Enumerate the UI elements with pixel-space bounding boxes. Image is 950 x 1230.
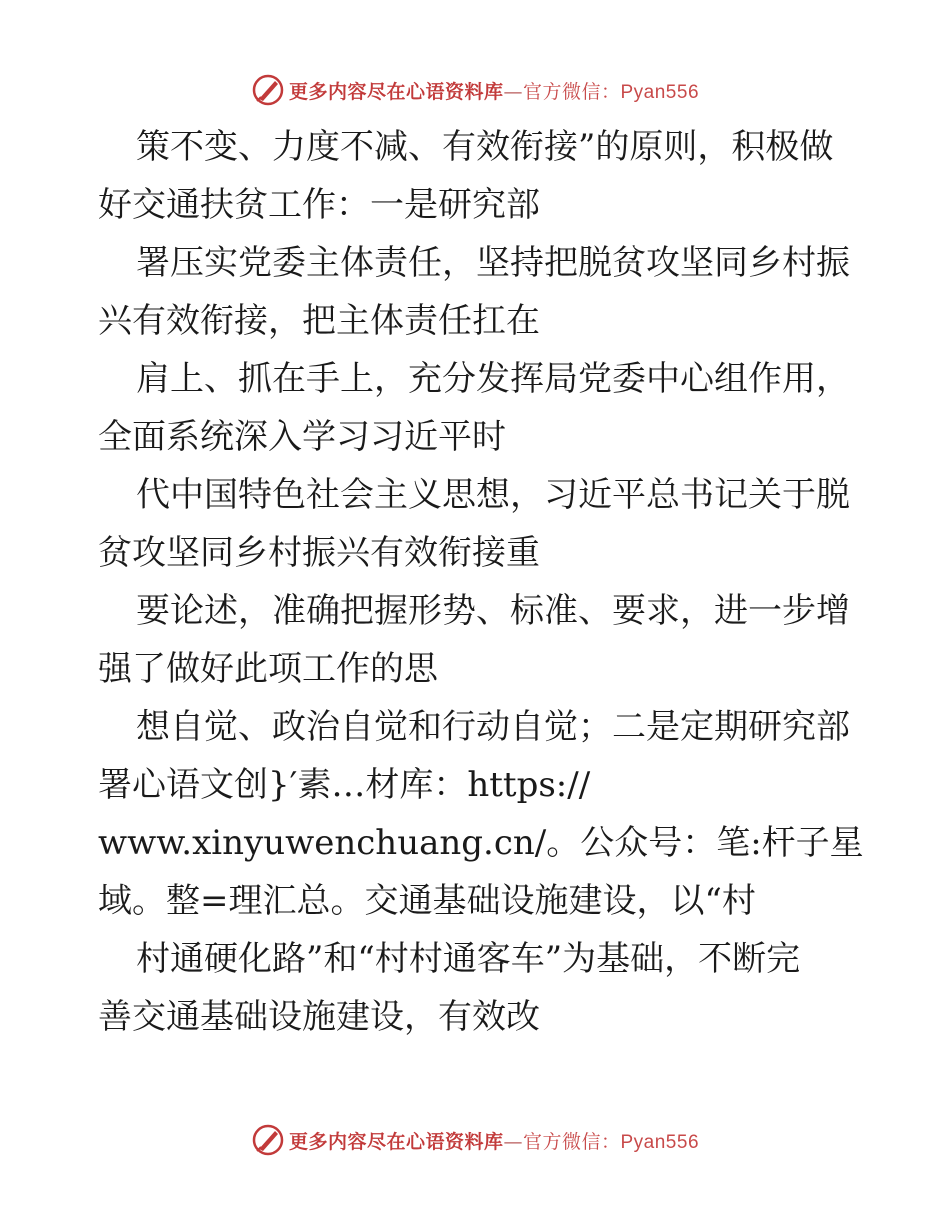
banner-separator: — [503,1130,523,1153]
text-line: 代中国特色社会主义思想，习近平总书记关于脱 [136,475,850,515]
banner-separator: — [503,80,523,103]
text-line: 域。整=理汇总。交通基础设施建设，以“村 [98,881,756,921]
text-line: 全面系统深入学习习近平时 [98,417,506,457]
quill-logo-icon [251,1123,285,1157]
text-line: 兴有效衔接，把主体责任扛在 [98,301,540,341]
text-line: 署压实党委主体责任，坚持把脱贫攻坚同乡村振 [136,243,850,283]
document-body [98,118,864,1046]
quill-logo-icon [251,73,285,107]
banner-text [289,77,699,104]
banner-text [289,1127,699,1154]
text-line: 好交通扶贫工作：一是研究部 [98,185,540,225]
banner-wechat-label: 官方微信： [522,80,621,103]
text-line: 想自觉、政治自觉和行动自觉；二是定期研究部 [136,707,850,747]
text-line: 善交通基础设施建设，有效改 [98,997,540,1037]
text-line: 贫攻坚同乡村振兴有效衔接重 [98,533,540,573]
banner-main: 更多内容尽在心语资料库 [288,1130,504,1153]
banner-wechat-label: 官方微信： [522,1130,621,1153]
text-line: 署心语文创}′素…材库：https:// [98,765,591,805]
text-line: 策不变、力度不减、有效衔接”的原则，积极做 [136,127,834,167]
text-line: www.xinyuwenchuang.cn/。公众号：笔:杆子星 [98,823,864,863]
header-banner [0,68,950,112]
text-line: 肩上、抓在手上，充分发挥局党委中心组作用， [136,359,850,399]
banner-wechat-id: Pyan556 [620,1131,700,1153]
text-line: 强了做好此项工作的思 [98,649,438,689]
banner-main: 更多内容尽在心语资料库 [288,80,504,103]
text-line: 村通硬化路”和“村村通客车”为基础，不断完 [136,939,801,979]
text-line: 要论述，准确把握形势、标准、要求，进一步增 [136,591,850,631]
banner-wechat-id: Pyan556 [620,81,700,103]
footer-banner [0,1118,950,1162]
